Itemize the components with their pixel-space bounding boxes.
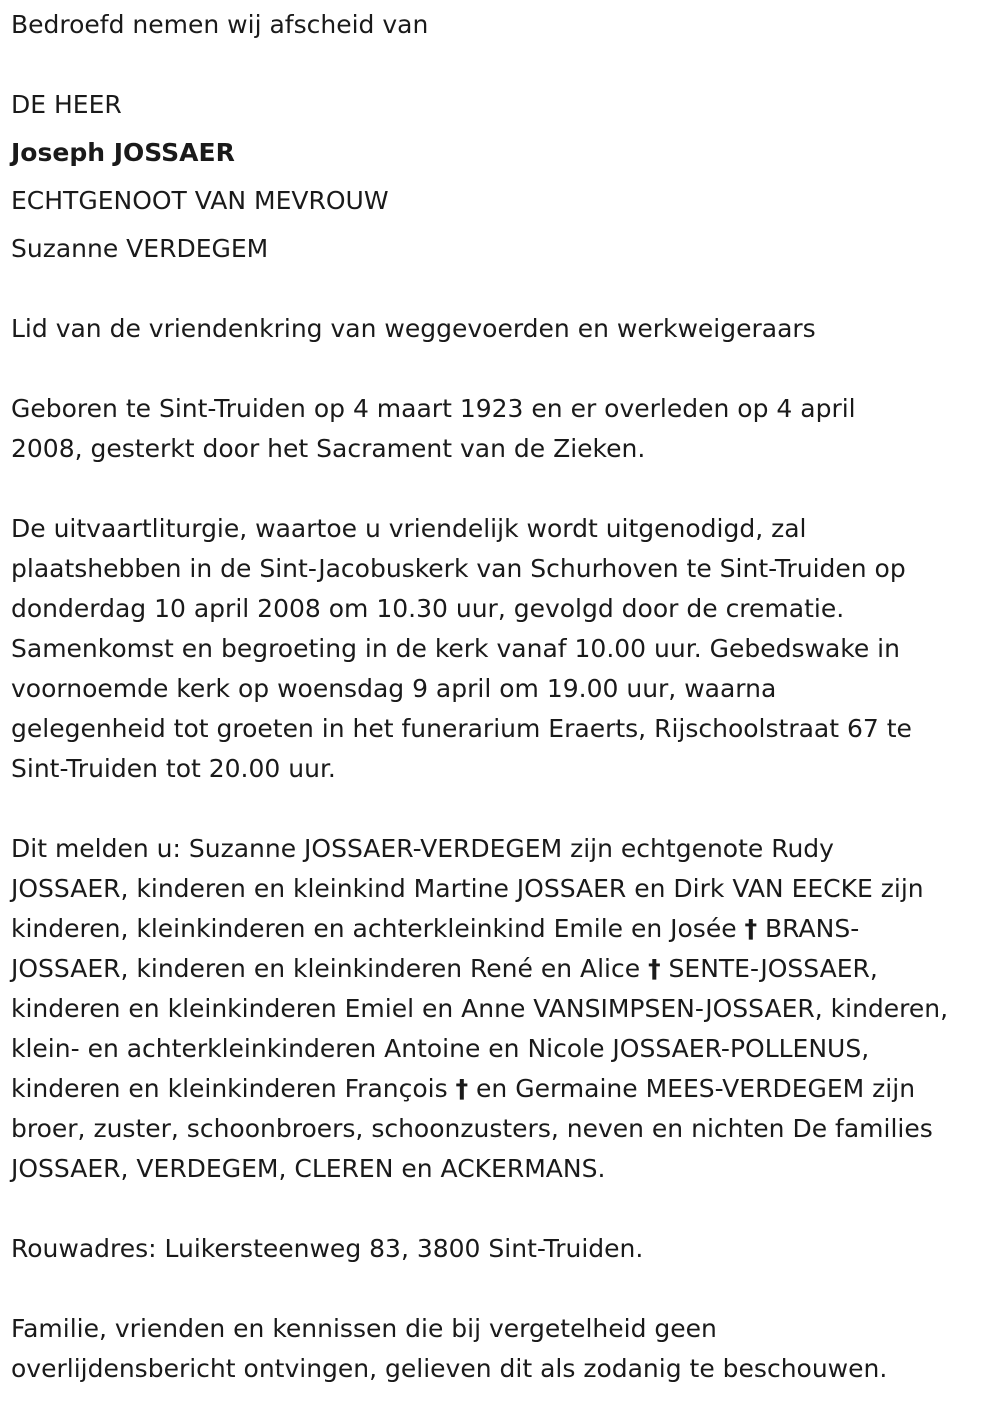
line-segment: JOSSAER, kinderen en kleinkinderen René en Alice [11, 954, 641, 983]
paragraph-line: overlijdensbericht ontvingen, gelieven dit als zodanig te beschouwen. [11, 1354, 888, 1383]
spacer [11, 349, 991, 389]
paragraph-line: 2008, gesterkt door het Sacrament van de Zieken. [11, 434, 646, 463]
paragraph-line: voornoemde kerk op woensdag 9 april om 19.00 uur, waarna [11, 674, 777, 703]
spacer [11, 45, 991, 85]
paragraph-line: Dit melden u: Suzanne JOSSAER-VERDEGEM zijn echtgenote Rudy [11, 834, 834, 863]
intro-text: Bedroefd nemen wij afscheid van [11, 10, 429, 39]
line-segment: BRANS- [765, 914, 860, 943]
spacer [11, 1269, 991, 1309]
address-text: Rouwadres: Luikersteenweg 83, 3800 Sint-Truiden. [11, 1234, 644, 1263]
spacer [11, 469, 991, 509]
title-text: DE HEER [11, 90, 122, 119]
spacer [11, 789, 991, 829]
paragraph-line: broer, zuster, schoonbroers, schoonzusters, neven en nichten De families [11, 1114, 933, 1143]
cross-icon: † [648, 954, 661, 983]
paragraph-line: JOSSAER, VERDEGEM, CLEREN en ACKERMANS. [11, 1154, 606, 1183]
paragraph-line [11, 1069, 991, 1109]
funeral-paragraph [11, 509, 991, 789]
paragraph-line: donderdag 10 april 2008 om 10.30 uur, gevolgd door de crematie. [11, 594, 845, 623]
membership-text: Lid van de vriendenkring van weggevoerden en werkweigeraars [11, 314, 816, 343]
paragraph-line: Geboren te Sint-Truiden op 4 maart 1923 en er overleden op 4 april [11, 394, 856, 423]
family-paragraph [11, 829, 991, 1189]
cross-icon: † [744, 914, 758, 943]
obituary-notice [11, 5, 991, 1389]
paragraph-line: Samenkomst en begroeting in de kerk vanaf 10.00 uur. Gebedswake in [11, 634, 900, 663]
paragraph-line [11, 909, 991, 949]
line-segment: kinderen en kleinkinderen François [11, 1074, 448, 1103]
spacer [11, 269, 991, 309]
paragraph-line: JOSSAER, kinderen en kleinkind Martine JOSSAER en Dirk VAN EECKE zijn [11, 874, 924, 903]
paragraph-line: De uitvaartliturgie, waartoe u vriendelijk wordt uitgenodigd, zal [11, 514, 807, 543]
line-segment: SENTE-JOSSAER, [668, 954, 878, 983]
paragraph-line: plaatshebben in de Sint-Jacobuskerk van Schurhoven te Sint-Truiden op [11, 554, 906, 583]
paragraph-line: Sint-Truiden tot 20.00 uur. [11, 754, 336, 783]
cross-icon: † [455, 1074, 469, 1103]
paragraph-line: kinderen en kleinkinderen Emiel en Anne VANSIMPSEN-JOSSAER, kinderen, [11, 994, 949, 1023]
paragraph-line: Familie, vrienden en kennissen die bij vergetelheid geen [11, 1314, 717, 1343]
spouse-prefix: ECHTGENOOT VAN MEVROUW [11, 186, 389, 215]
line-segment: en Germaine MEES-VERDEGEM zijn [476, 1074, 916, 1103]
spouse-name: Suzanne VERDEGEM [11, 234, 269, 263]
closing-paragraph [11, 1309, 991, 1389]
paragraph-line [11, 949, 991, 989]
paragraph-line: klein- en achterkleinkinderen Antoine en Nicole JOSSAER-POLLENUS, [11, 1034, 870, 1063]
line-segment: kinderen, kleinkinderen en achterkleinkind Emile en Josée [11, 914, 737, 943]
birth-death-paragraph [11, 389, 991, 469]
spacer [11, 1189, 991, 1229]
paragraph-line: gelegenheid tot groeten in het funerarium Eraerts, Rijschoolstraat 67 te [11, 714, 912, 743]
deceased-name: Joseph JOSSAER [11, 138, 235, 167]
